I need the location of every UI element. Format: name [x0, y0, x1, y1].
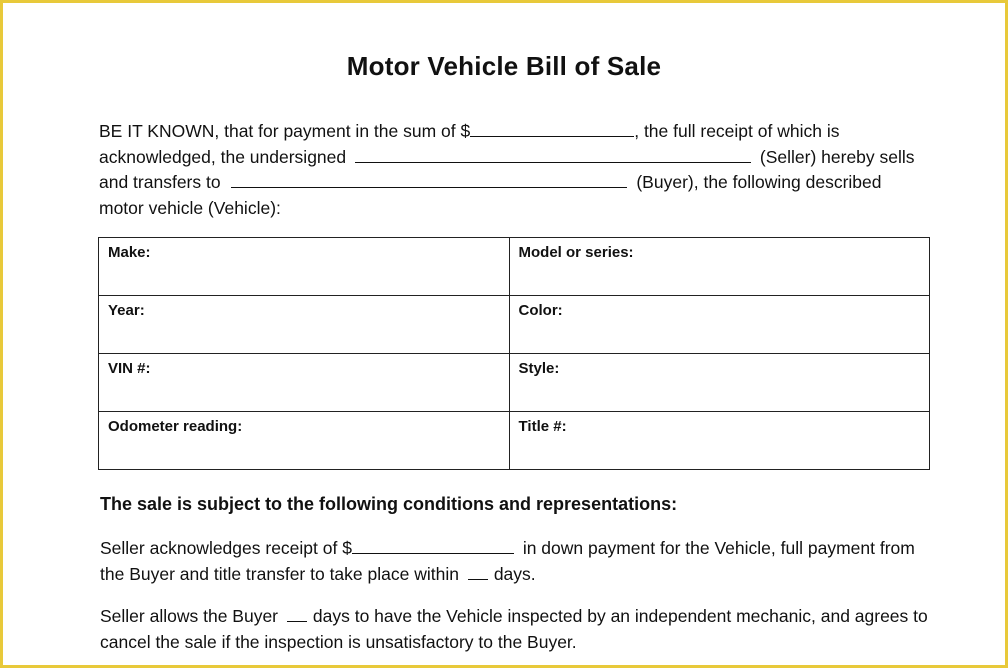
payment-sum-field[interactable] [470, 119, 634, 137]
table-row [99, 238, 930, 296]
odometer-cell[interactable] [99, 412, 510, 470]
intro-text-2: , the full receipt of which is acknowledged, the undersigned [99, 121, 840, 167]
vin-label: VIN #: [108, 360, 151, 377]
vehicle-details-table [98, 237, 930, 470]
inspection-text-2: days to have the Vehicle inspected by an independent mechanic, and agrees to cancel the sale if the inspection is unsatisfactory to the Buyer. [100, 606, 928, 652]
payment-days-field[interactable] [468, 562, 488, 580]
inspection-paragraph [100, 604, 930, 655]
model-cell[interactable] [509, 238, 929, 296]
color-label: Color: [518, 302, 563, 319]
style-label: Style: [518, 360, 560, 377]
table-row [99, 354, 930, 412]
inspection-days-field[interactable] [287, 604, 307, 622]
title-number-label: Title #: [518, 418, 567, 435]
table-row [99, 412, 930, 470]
down-payment-field[interactable] [352, 536, 514, 554]
intro-paragraph [99, 119, 929, 221]
table-row [99, 296, 930, 354]
make-cell[interactable] [99, 238, 510, 296]
year-label: Year: [108, 302, 145, 319]
down-payment-text-3: days. [493, 563, 536, 584]
document-title: Motor Vehicle Bill of Sale [346, 51, 662, 81]
style-cell[interactable] [509, 354, 929, 412]
seller-name-field[interactable] [355, 145, 751, 163]
vin-cell[interactable] [99, 354, 510, 412]
intro-text-3: (Seller) hereby sells and transfers to [99, 146, 915, 192]
odometer-label: Odometer reading: [108, 418, 243, 435]
model-label: Model or series: [518, 244, 634, 261]
intro-text-4: (Buyer), the following described motor vehicle (Vehicle): [99, 172, 882, 218]
inspection-text-1: Seller allows the Buyer [100, 606, 278, 626]
conditions-heading: The sale is subject to the following conditions and representations: [100, 494, 678, 514]
buyer-name-field[interactable] [231, 170, 627, 188]
color-cell[interactable] [509, 296, 929, 354]
title-number-cell[interactable] [509, 412, 929, 470]
down-payment-text-2: in down payment for the Vehicle, full payment from the Buyer and title transfer to take place within [100, 538, 915, 584]
year-cell[interactable] [99, 296, 510, 354]
down-payment-text-1: Seller acknowledges receipt of $ [100, 538, 352, 558]
down-payment-paragraph [100, 536, 930, 587]
intro-text-1: BE IT KNOWN, that for payment in the sum of $ [99, 121, 471, 141]
make-label: Make: [108, 244, 151, 261]
